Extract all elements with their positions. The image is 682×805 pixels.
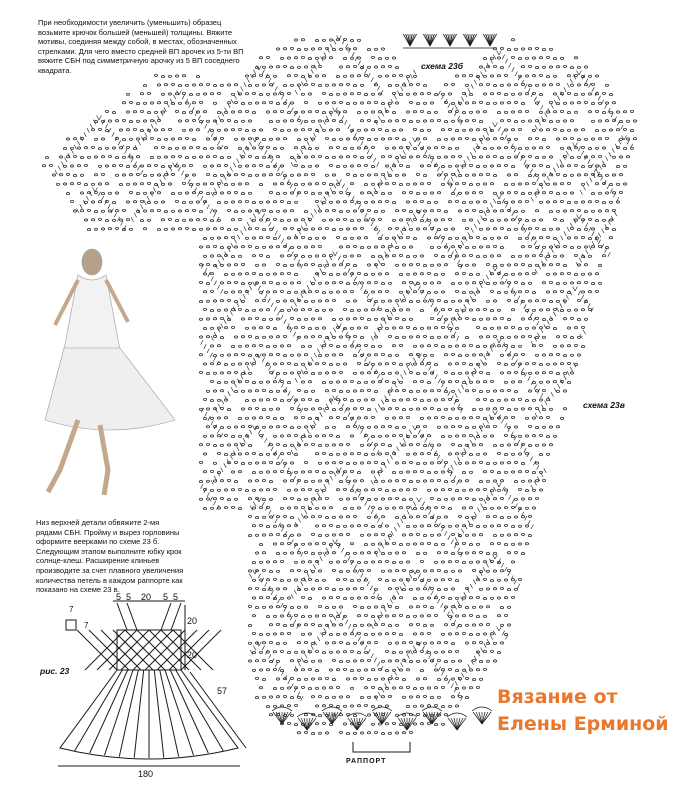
dim-skirt-length: 57 (217, 686, 228, 696)
watermark-line-1: Вязание от (497, 686, 618, 708)
scheme-23b-fans (403, 34, 497, 48)
dim-top-5d: 5 (173, 592, 179, 602)
instructions-top: При необходимости увеличить (уменьшить) образец возьмите крючок большей (меньшей) толщины. Вяжите мотивы, соединяя между собой, в местах, обозначенных стрелками. Для чего вместо средней ВП арочек из 5-ти ВП вяжите СБН под симметричную арочку из 5 ВП соседнего квадрата. (38, 18, 246, 75)
rapport-bracket (353, 742, 410, 752)
model-photo (45, 249, 175, 495)
watermark (497, 684, 669, 738)
figure-23-label: рис. 23 (40, 666, 70, 676)
dim-top-5c: 5 (163, 592, 169, 602)
model-legs (48, 420, 108, 495)
dim-hem-width: 180 (138, 769, 154, 779)
dim-top-5a: 5 (116, 592, 122, 602)
dim-square-top: 7 (69, 605, 74, 614)
dim-top-20: 20 (141, 592, 152, 602)
rapport-label: РАППОРТ (346, 758, 387, 765)
hem-fan-group (272, 707, 492, 730)
model-skirt (45, 348, 175, 430)
model-head (82, 249, 102, 275)
model-torso (64, 275, 120, 350)
dim-top-5b: 5 (126, 592, 132, 602)
dim-side-upper: 20 (187, 616, 198, 626)
dim-side-lower: 20 (187, 650, 198, 660)
dim-square-side: 7 (84, 621, 89, 630)
watermark-line-2: Елены Ерминой (497, 713, 669, 735)
instructions-bottom: Низ верхней детали обвяжите 2-мя рядами СБН. Пройму и вырез горловины оформите веерками по схеме 23 б. Следующим этапом выполните юбку крок солнце-клеш. Расширение клиньев производите за счет плавного увеличения количества петель в каждом раппорте как показано на схеме 23 в. (36, 518, 186, 595)
scheme-23v-label: схема 23в (583, 400, 625, 410)
scheme-23b-label: схема 23б (421, 61, 463, 71)
square-motif (66, 620, 76, 630)
